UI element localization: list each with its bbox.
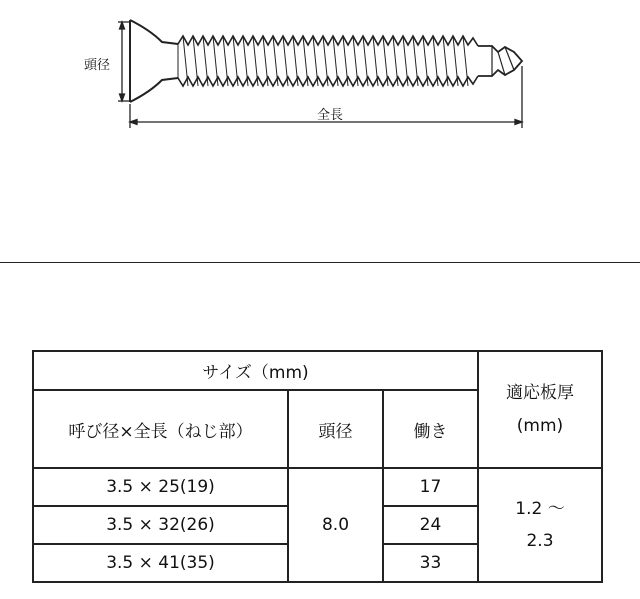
head-diameter-cell: 8.0 (288, 468, 383, 582)
total-length-label: 全長 (317, 108, 344, 123)
working-length-cell: 17 (383, 468, 478, 506)
plate-range-to: 2.3 (526, 531, 554, 551)
table-row (33, 468, 602, 506)
head-diameter-header: 頭径 (288, 390, 383, 468)
head-diameter-label: 頭径 (84, 58, 111, 73)
working-length-cell: 24 (383, 506, 478, 544)
working-length-header: 働き (383, 390, 478, 468)
plate-thickness-header (478, 351, 602, 468)
spec-table (32, 350, 603, 583)
working-length-cell: 33 (383, 544, 478, 582)
nominal-size-cell: 3.5 × 32(26) (33, 506, 288, 544)
plate-thickness-title: 適応板厚 (506, 383, 574, 404)
plate-thickness-unit: (mm) (516, 415, 564, 436)
size-header: サイズ（mm) (33, 351, 478, 390)
nominal-size-header: 呼び径×全長（ねじ部） (33, 390, 288, 468)
screw-drawing (0, 0, 640, 150)
nominal-size-cell: 3.5 × 25(19) (33, 468, 288, 506)
plate-range-from: 1.2 〜 (515, 498, 565, 519)
plate-thickness-cell (478, 468, 602, 582)
section-divider (0, 262, 640, 263)
nominal-size-cell: 3.5 × 41(35) (33, 544, 288, 582)
